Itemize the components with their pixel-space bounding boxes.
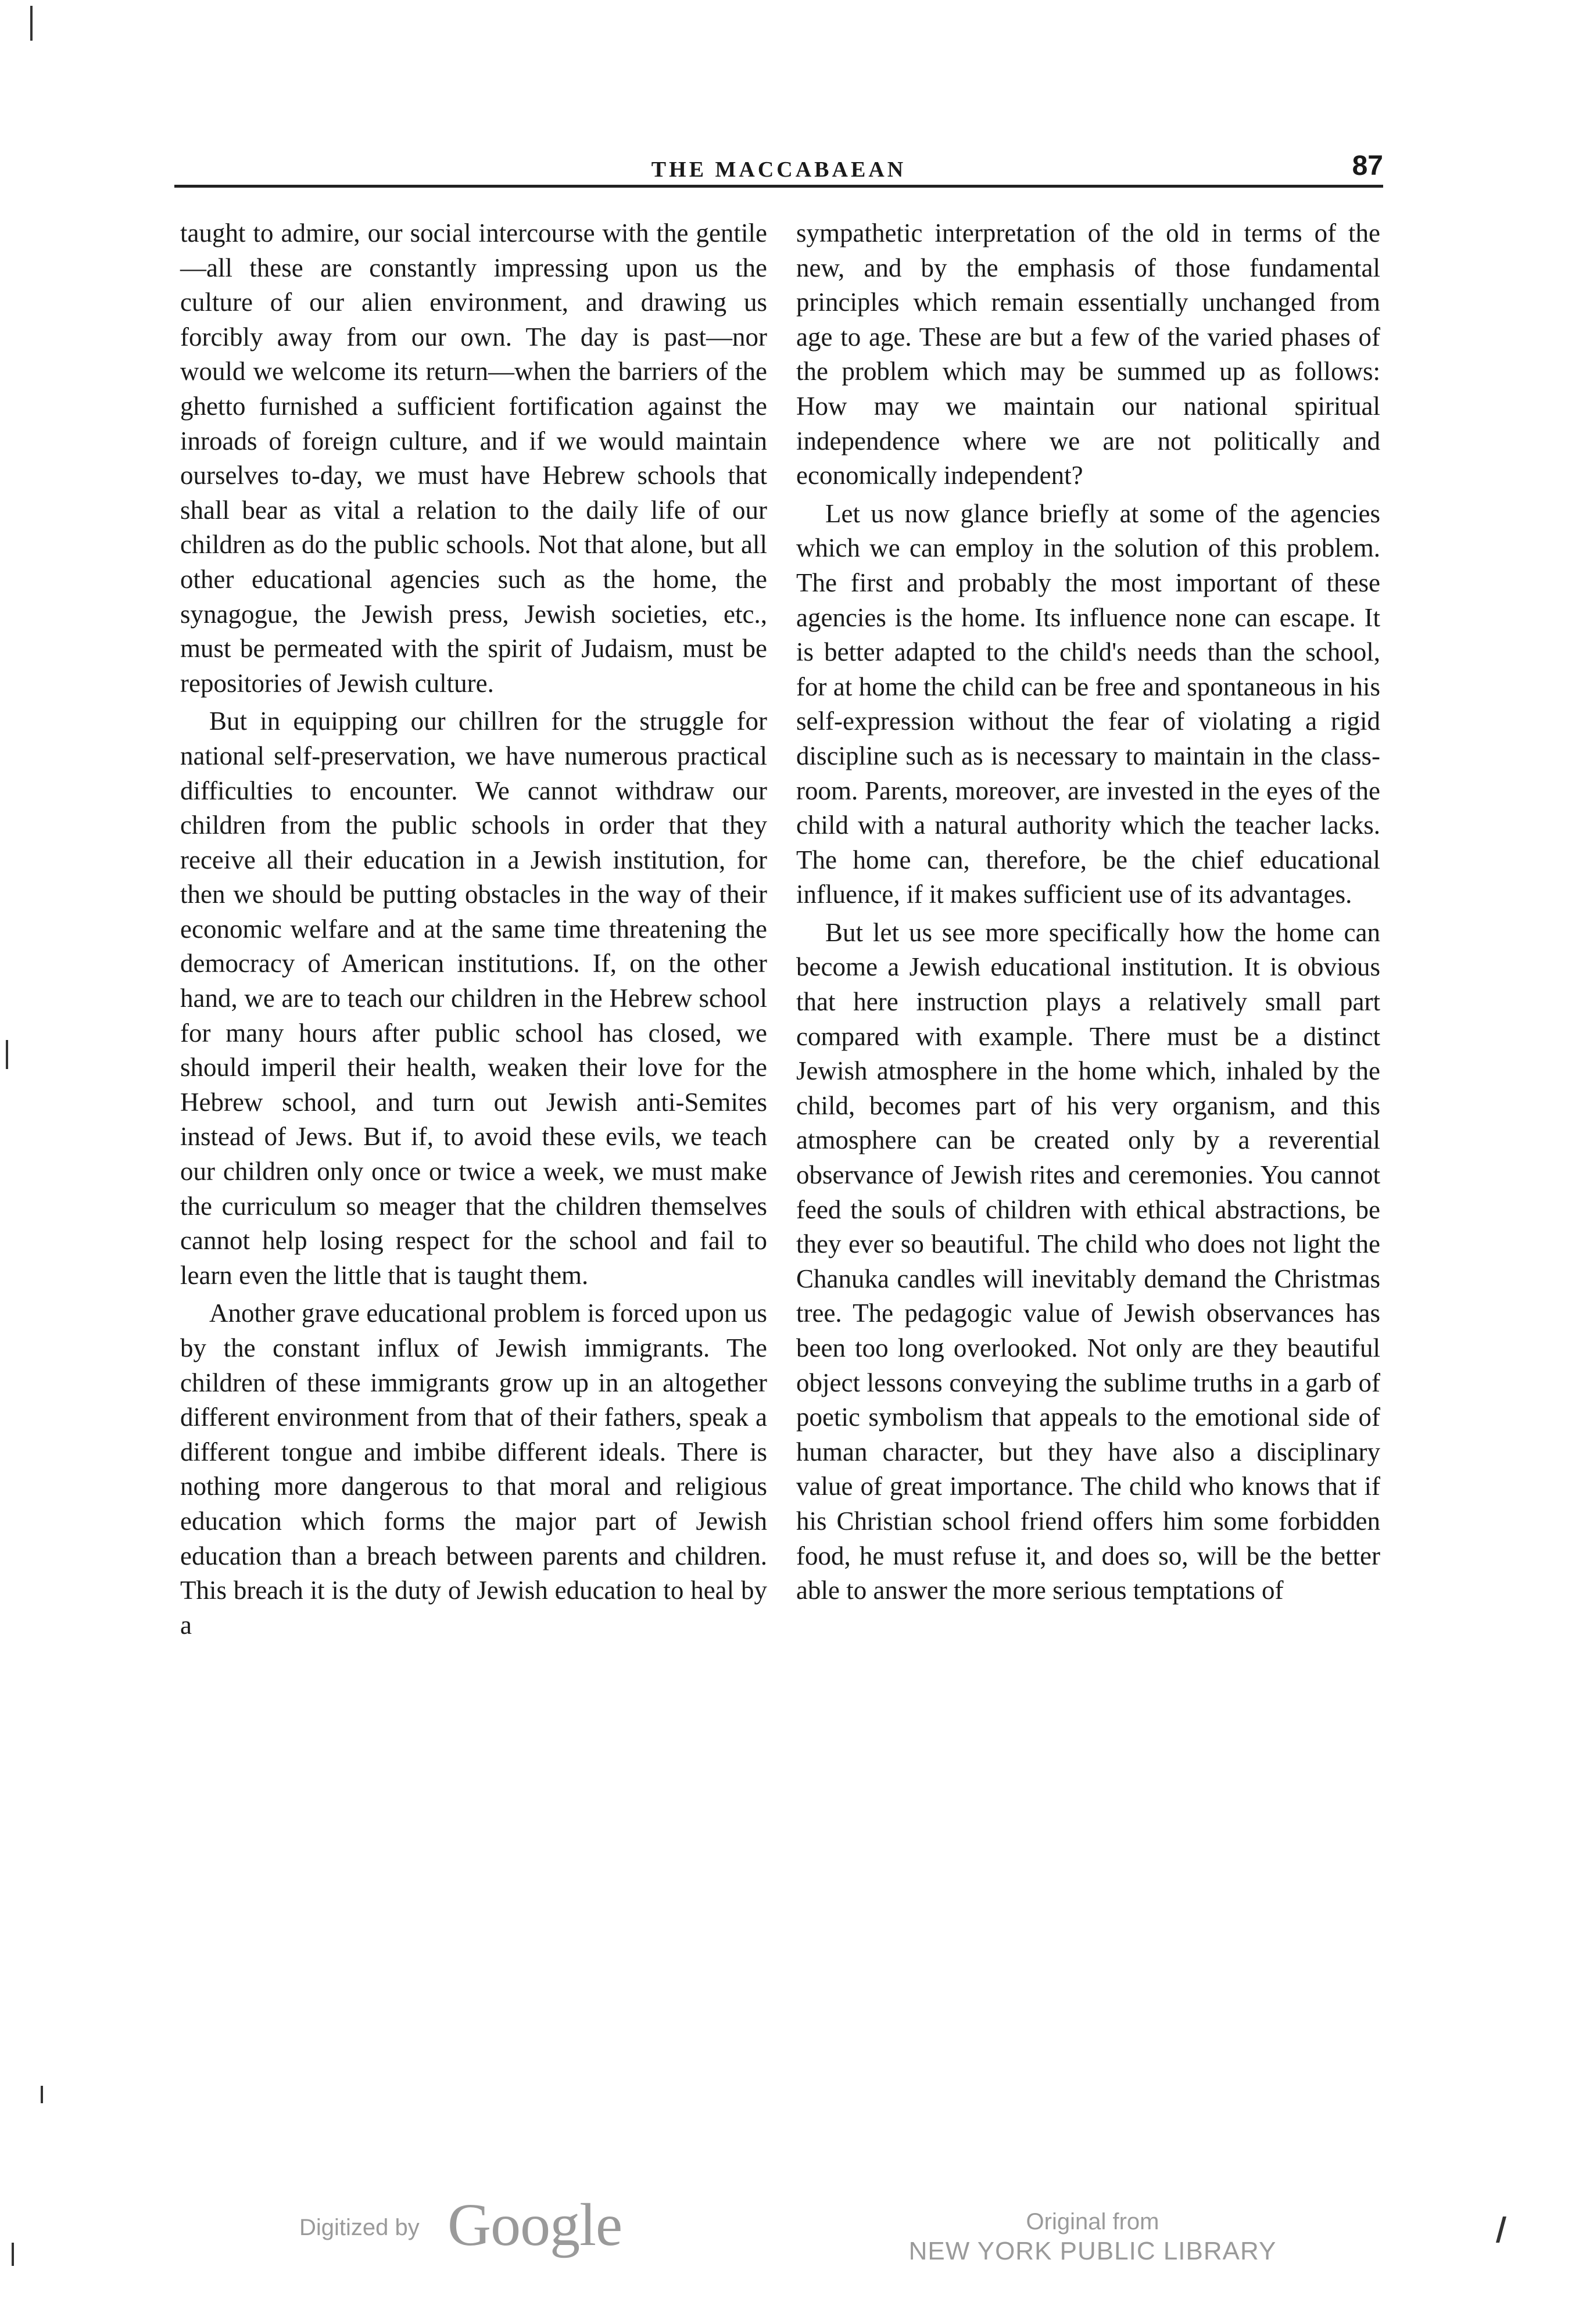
library-label: NEW YORK PUBLIC LIBRARY [908, 2237, 1277, 2265]
digitized-by-watermark [299, 2190, 706, 2258]
left-column [180, 216, 767, 1642]
running-title: THE MACCABAEAN [651, 157, 907, 182]
scan-speck [1496, 2217, 1506, 2243]
paragraph: But let us see more specifically how the home can become a Jewish educational institution. It is obvious that here instruction plays a relatively small part compared with example. There must be a distinct Jewish atmosphere in the home which, inhaled by the child, becomes part of his very organism, and this atmosphere can be created only by a reverential observance of Jewish rites and ceremonies. You cannot feed the souls of children with ethical abstractions, be they ever so beautiful. The child who does not light the Chanuka candles will inevitably demand the Christmas tree. The pedagogic value of Jewish observances has been too long overlooked. Not only are they beautiful object lessons conveying the sublime truths in a garb of poetic symbolism that appeals to the emotional side of human character, but they have also a disciplinary value of great importance. The child who knows that if his Christian school friend offers him some forbidden food, he must refuse it, and does so, will be the better able to answer the more serious temptations of [796, 917, 1380, 1605]
scan-speck [6, 1040, 8, 1069]
scan-speck [12, 2243, 14, 2266]
paragraph: taught to admire, our social intercourse with the gentile—all these are constantly impressing upon us the culture of our alien environment, and drawing us forcibly away from our own. The day is past—nor would we welcome its return—when the barriers of the ghetto furnished a sufficient fortification against the inroads of foreign culture, and if we would maintain ourselves to-day, we must have Hebrew schools that shall bear as vital a relation to the daily life of our children as do the public schools. Not that alone, but all other educational agencies such as the home, the synagogue, the Jewish press, Jewish societies, etc., must be permeated with the spirit of Judaism, must be repositories of Jewish culture. [180, 218, 767, 698]
paragraph: Let us now glance briefly at some of the agencies which we can employ in the solution of this problem. The first and probably the most important of these agencies is the home. Its influence none can escape. It is better adapted to the child's needs than the school, for at home the child can be free and spontaneous in his self-expression without the fear of violating a rigid discipline such as is necessary to maintain in the class-room. Parents, moreover, are invested in the eyes of the child with a natural authority which the teacher lacks. The home can, therefore, be the chief educational influence, if it makes sufficient use of its advantages. [796, 498, 1380, 909]
header-rule [174, 185, 1383, 188]
running-head [174, 152, 1383, 187]
google-logo: Google [447, 2192, 622, 2258]
original-source-watermark [907, 2208, 1279, 2267]
paragraph: sympathetic interpretation of the old in terms of the new, and by the emphasis of those fundamental principles which remain essentially unchanged from age to age. These are but a few of the varied phases of the problem which may be summed up as follows: How may we maintain our national spiritual independence where we are not politically and economically independent? [796, 218, 1380, 490]
paragraph: Another grave educational problem is forced upon us by the constant influx of Jewish immigrants. The children of these immigrants grow up in an altogether different environment from that of their fathers, speak a different tongue and imbibe different ideals. There is nothing more dangerous to that moral and religious education which forms the major part of Jewish education than a breach between parents and children. This breach it is the duty of Jewish education to heal by a [180, 1299, 767, 1640]
paragraph: But in equipping our chillren for the struggle for national self-preservation, we have numerous practical difficulties to encounter. We cannot withdraw our children from the public schools in order that they receive all their education in a Jewish institution, for then we should be putting obstacles in the way of their economic welfare and at the same time threatening the democracy of American institutions. If, on the other hand, we are to teach our children in the Hebrew school for many hours after public school has closed, we should imperil their health, weaken their love for the Hebrew school, and turn out Jewish anti-Semites instead of Jews. But if, to avoid these evils, we teach our children only once or twice a week, we must make the curriculum so meager that the children themselves cannot help losing respect for the school and fail to learn even the little that is taught them. [180, 706, 767, 1290]
page-number: 87 [1352, 150, 1383, 181]
original-from-label: Original from [1026, 2209, 1159, 2235]
right-column [796, 216, 1380, 1608]
scan-speck [41, 2086, 43, 2103]
digitized-label: Digitized by [299, 2215, 420, 2240]
scan-speck [30, 6, 33, 41]
